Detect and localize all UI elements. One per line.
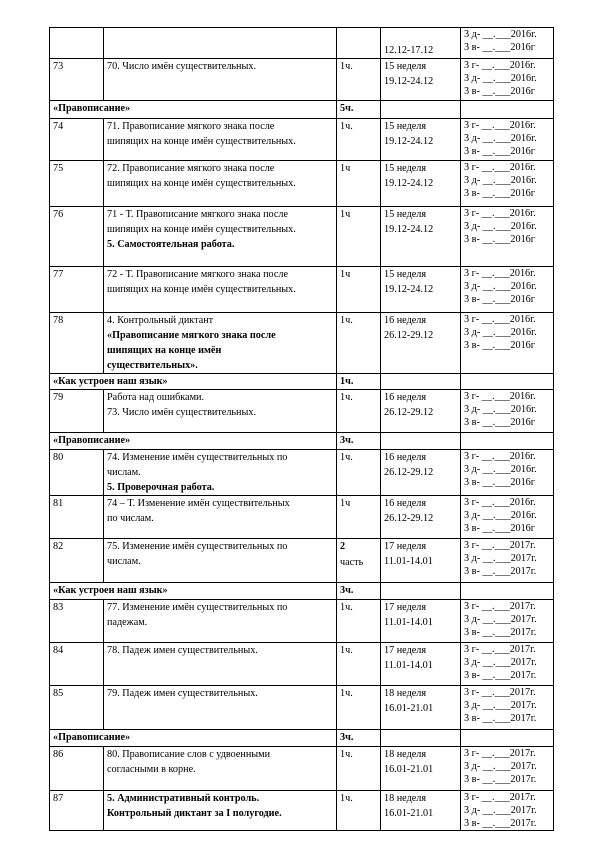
week-line: 26.12-29.12	[384, 407, 434, 418]
hours-value: 1ч.	[340, 749, 353, 760]
class-date-line: 3 д- __.___2016г.	[464, 327, 537, 338]
week-line: 15 неделя	[384, 163, 427, 174]
table-row	[50, 600, 554, 643]
lesson-hours	[337, 28, 381, 59]
lesson-hours	[337, 161, 381, 207]
lesson-hours	[337, 643, 381, 686]
lesson-number: 75	[50, 161, 104, 207]
class-date-line: 3 г- __.___2016г.	[464, 120, 536, 131]
class-dates	[461, 313, 554, 374]
week-line: 19.12-24.12	[384, 224, 434, 235]
class-dates	[461, 643, 554, 686]
class-dates	[461, 28, 554, 59]
class-date-line: 3 г- __.___2016г.	[464, 497, 536, 508]
topic-line: шипящих на конце имён	[107, 345, 222, 356]
table-row	[50, 161, 554, 207]
table-row	[50, 747, 554, 791]
class-date-line: 3 в- __.___2016г	[464, 188, 535, 199]
week-line: 12.12-17.12	[384, 45, 434, 56]
lesson-hours	[337, 496, 381, 539]
lesson-week	[381, 496, 461, 539]
class-date-line: 3 г- __.___2016г.	[464, 314, 536, 325]
lesson-hours	[337, 600, 381, 643]
class-date-line: 3 д- __.___2017г.	[464, 553, 537, 564]
empty-cell	[381, 730, 461, 747]
topic-line: числам.	[107, 556, 141, 567]
topic-line: 80. Правописание слов с удвоенными	[107, 749, 271, 760]
section-title: «Правописание»	[50, 730, 337, 747]
section-row	[50, 730, 554, 747]
lesson-hours	[337, 450, 381, 496]
lesson-week	[381, 390, 461, 433]
table-row	[50, 643, 554, 686]
hours-value: 1ч.	[340, 121, 353, 132]
empty-cell	[461, 101, 554, 119]
class-date-line: 3 в- __.___2017г.	[464, 566, 537, 577]
class-date-line: 3 г- __.___2016г.	[464, 60, 536, 71]
topic-line: 4. Контрольный диктант	[107, 315, 214, 326]
class-dates	[461, 686, 554, 730]
hours-value: 1ч	[340, 163, 351, 174]
lesson-number: 74	[50, 119, 104, 161]
class-date-line: 3 г- __.___2016г.	[464, 391, 536, 402]
class-dates	[461, 496, 554, 539]
topic-line: по числам.	[107, 513, 154, 524]
lesson-week	[381, 747, 461, 791]
lesson-week	[381, 119, 461, 161]
lesson-number: 84	[50, 643, 104, 686]
hours-value: 1ч.	[340, 602, 353, 613]
topic-line: «Правописание мягкого знака после	[107, 330, 276, 341]
hours-note: часть	[340, 557, 364, 568]
class-date-line: 3 г- __.___2016г.	[464, 208, 536, 219]
hours-value: 1ч.	[340, 315, 353, 326]
hours-value: 2	[340, 541, 346, 552]
hours-value: 1ч	[340, 269, 351, 280]
class-date-line: 3 д- __.___2017г.	[464, 614, 537, 625]
lesson-topic	[104, 59, 337, 101]
topic-line: 5. Проверочная работа.	[107, 482, 215, 493]
section-hours: 3ч.	[337, 583, 381, 600]
section-title: «Как устроен наш язык»	[50, 583, 337, 600]
hours-value: 1ч	[340, 209, 351, 220]
topic-line: 72. Правописание мягкого знака после	[107, 163, 275, 174]
class-date-line: 3 д- __.___2016г.	[464, 175, 537, 186]
week-line	[384, 28, 457, 43]
class-date-line: 3 д- __.___2016г.	[464, 133, 537, 144]
lesson-hours	[337, 313, 381, 374]
week-line: 15 неделя	[384, 121, 427, 132]
class-date-line: 3 в- __.___2016г	[464, 234, 535, 245]
class-dates	[461, 390, 554, 433]
week-line: 16 неделя	[384, 392, 427, 403]
topic-line: числам.	[107, 467, 141, 478]
class-date-line: 3 д- __.___2017г.	[464, 761, 537, 772]
topic-line: шипящих на конце имён существительных.	[107, 284, 296, 295]
empty-cell	[461, 433, 554, 450]
topic-line: Контрольный диктант за I полугодие.	[107, 808, 282, 819]
lesson-week	[381, 59, 461, 101]
topic-line: 74. Изменение имён существительных по	[107, 452, 288, 463]
lesson-week	[381, 28, 461, 59]
lesson-topic	[104, 28, 337, 59]
lesson-number: 77	[50, 267, 104, 313]
topic-line: 73. Число имён существительных.	[107, 407, 256, 418]
empty-cell	[461, 583, 554, 600]
week-line: 26.12-29.12	[384, 513, 434, 524]
lesson-week	[381, 643, 461, 686]
week-line: 26.12-29.12	[384, 330, 434, 341]
lesson-hours	[337, 686, 381, 730]
week-line: 16 неделя	[384, 498, 427, 509]
lesson-number	[50, 28, 104, 59]
week-line: 19.12-24.12	[384, 76, 434, 87]
lesson-plan-table	[49, 27, 554, 831]
lesson-topic	[104, 313, 337, 374]
topic-line: 71 - Т. Правописание мягкого знака после	[107, 209, 289, 220]
topic-line: шипящих на конце имён существительных.	[107, 224, 296, 235]
section-hours: 3ч.	[337, 730, 381, 747]
lesson-number: 81	[50, 496, 104, 539]
table-row	[50, 686, 554, 730]
hours-value: 1ч.	[340, 392, 353, 403]
empty-cell	[381, 583, 461, 600]
topic-line: падежам.	[107, 617, 148, 628]
lesson-topic	[104, 643, 337, 686]
class-date-line: 3 в- __.___2017г.	[464, 627, 537, 638]
table-row	[50, 28, 554, 59]
class-dates	[461, 791, 554, 831]
topic-line: существительных».	[107, 360, 198, 371]
class-dates	[461, 539, 554, 583]
topic-line: Работа над ошибками.	[107, 392, 205, 403]
class-date-line: 3 в- __.___2017г.	[464, 774, 537, 785]
section-hours: 5ч.	[337, 101, 381, 119]
lesson-topic	[104, 791, 337, 831]
class-date-line: 3 г- __.___2017г.	[464, 540, 536, 551]
class-dates	[461, 600, 554, 643]
class-date-line: 3 в- __.___2016г	[464, 42, 535, 53]
lesson-topic	[104, 161, 337, 207]
lesson-plan-body	[50, 28, 554, 831]
class-date-line: 3 в- __.___2017г.	[464, 713, 537, 724]
lesson-hours	[337, 747, 381, 791]
class-date-line: 3 в- __.___2016г	[464, 523, 535, 534]
lesson-number: 83	[50, 600, 104, 643]
section-title: «Правописание»	[50, 433, 337, 450]
lesson-week	[381, 600, 461, 643]
topic-line: 72 - Т. Правописание мягкого знака после	[107, 269, 289, 280]
topic-line: 74 – Т. Изменение имён существительных	[107, 498, 290, 509]
week-line: 15 неделя	[384, 269, 427, 280]
class-date-line: 3 г- __.___2017г.	[464, 792, 536, 803]
lesson-number: 73	[50, 59, 104, 101]
lesson-number: 87	[50, 791, 104, 831]
hours-value: 1ч.	[340, 688, 353, 699]
lesson-hours	[337, 791, 381, 831]
hours-value: 1ч	[340, 498, 351, 509]
class-date-line: 3 д- __.___2016г.	[464, 281, 537, 292]
hours-value: 1ч.	[340, 452, 353, 463]
class-date-line: 3 в- __.___2016г	[464, 294, 535, 305]
table-row	[50, 207, 554, 267]
lesson-week	[381, 313, 461, 374]
topic-line: согласными в корне.	[107, 764, 196, 775]
section-hours: 1ч.	[337, 374, 381, 390]
week-line: 18 неделя	[384, 688, 427, 699]
lesson-topic	[104, 747, 337, 791]
week-line: 17 неделя	[384, 645, 427, 656]
class-dates	[461, 119, 554, 161]
table-row	[50, 119, 554, 161]
empty-cell	[461, 374, 554, 390]
week-line: 16.01-21.01	[384, 808, 434, 819]
table-row	[50, 791, 554, 831]
week-line: 15 неделя	[384, 61, 427, 72]
lesson-number: 80	[50, 450, 104, 496]
lesson-topic	[104, 600, 337, 643]
class-date-line: 3 д- __.___2016г.	[464, 29, 537, 40]
topic-line: шипящих на конце имён существительных.	[107, 178, 296, 189]
class-dates	[461, 450, 554, 496]
class-date-line: 3 г- __.___2017г.	[464, 748, 536, 759]
lesson-number: 79	[50, 390, 104, 433]
table-row	[50, 450, 554, 496]
class-date-line: 3 в- __.___2017г.	[464, 818, 537, 829]
topic-line: шипящих на конце имён существительных.	[107, 136, 296, 147]
hours-value: 1ч.	[340, 645, 353, 656]
week-line: 18 неделя	[384, 749, 427, 760]
topic-line: 75. Изменение имён существительных по	[107, 541, 288, 552]
section-title: «Правописание»	[50, 101, 337, 119]
class-date-line: 3 д- __.___2016г.	[464, 221, 537, 232]
class-date-line: 3 г- __.___2017г.	[464, 601, 536, 612]
class-date-line: 3 д- __.___2017г.	[464, 657, 537, 668]
table-row	[50, 313, 554, 374]
table-row	[50, 59, 554, 101]
class-dates	[461, 747, 554, 791]
topic-line: 70. Число имён существительных.	[107, 61, 256, 72]
week-line: 15 неделя	[384, 209, 427, 220]
lesson-hours	[337, 390, 381, 433]
week-line: 11.01-14.01	[384, 556, 433, 567]
topic-line: 78. Падеж имен существительных.	[107, 645, 258, 656]
topic-line: 5. Самостоятельная работа.	[107, 239, 235, 250]
class-date-line: 3 д- __.___2017г.	[464, 700, 537, 711]
week-line: 26.12-29.12	[384, 467, 434, 478]
lesson-hours	[337, 119, 381, 161]
week-line: 16 неделя	[384, 452, 427, 463]
week-line: 11.01-14.01	[384, 660, 433, 671]
class-dates	[461, 207, 554, 267]
class-date-line: 3 г- __.___2016г.	[464, 268, 536, 279]
lesson-topic	[104, 267, 337, 313]
lesson-topic	[104, 390, 337, 433]
class-date-line: 3 в- __.___2016г	[464, 340, 535, 351]
table-row	[50, 496, 554, 539]
section-row	[50, 101, 554, 119]
section-title: «Как устроен наш язык»	[50, 374, 337, 390]
empty-cell	[381, 101, 461, 119]
week-line: 17 неделя	[384, 541, 427, 552]
week-line: 16 неделя	[384, 315, 427, 326]
lesson-hours	[337, 539, 381, 583]
lesson-week	[381, 207, 461, 267]
lesson-topic	[104, 686, 337, 730]
class-date-line: 3 в- __.___2016г	[464, 477, 535, 488]
week-line: 16.01-21.01	[384, 703, 434, 714]
lesson-topic	[104, 496, 337, 539]
lesson-number: 85	[50, 686, 104, 730]
class-dates	[461, 161, 554, 207]
class-date-line: 3 д- __.___2016г.	[464, 510, 537, 521]
class-date-line: 3 в- __.___2016г	[464, 146, 535, 157]
lesson-hours	[337, 59, 381, 101]
lesson-week	[381, 267, 461, 313]
section-row	[50, 374, 554, 390]
section-row	[50, 433, 554, 450]
class-date-line: 3 в- __.___2016г	[464, 417, 535, 428]
week-line: 19.12-24.12	[384, 284, 434, 295]
topic-line: 71. Правописание мягкого знака после	[107, 121, 275, 132]
class-date-line: 3 г- __.___2016г.	[464, 451, 536, 462]
section-row	[50, 583, 554, 600]
week-line: 19.12-24.12	[384, 136, 434, 147]
lesson-week	[381, 161, 461, 207]
week-line: 16.01-21.01	[384, 764, 434, 775]
lesson-number: 76	[50, 207, 104, 267]
lesson-week	[381, 686, 461, 730]
lesson-topic	[104, 119, 337, 161]
week-line: 17 неделя	[384, 602, 427, 613]
class-date-line: 3 г- __.___2017г.	[464, 687, 536, 698]
week-line: 11.01-14.01	[384, 617, 433, 628]
hours-value	[340, 28, 377, 43]
class-date-line: 3 д- __.___2016г.	[464, 73, 537, 84]
lesson-topic	[104, 207, 337, 267]
class-dates	[461, 267, 554, 313]
empty-cell	[461, 730, 554, 747]
topic-line: 5. Административный контроль.	[107, 793, 260, 804]
class-dates	[461, 59, 554, 101]
lesson-week	[381, 539, 461, 583]
topic-line: 77. Изменение имён существительных по	[107, 602, 288, 613]
class-date-line: 3 д- __.___2017г.	[464, 805, 537, 816]
hours-value: 1ч.	[340, 61, 353, 72]
table-row	[50, 539, 554, 583]
class-date-line: 3 г- __.___2017г.	[464, 644, 536, 655]
lesson-week	[381, 791, 461, 831]
section-hours: 3ч.	[337, 433, 381, 450]
empty-cell	[381, 374, 461, 390]
lesson-number: 78	[50, 313, 104, 374]
lesson-week	[381, 450, 461, 496]
lesson-hours	[337, 207, 381, 267]
week-line: 19.12-24.12	[384, 178, 434, 189]
lesson-topic	[104, 450, 337, 496]
hours-value: 1ч.	[340, 793, 353, 804]
class-date-line: 3 в- __.___2017г.	[464, 670, 537, 681]
topic-line: 79. Падеж имен существительных.	[107, 688, 258, 699]
lesson-number: 82	[50, 539, 104, 583]
table-row	[50, 390, 554, 433]
lesson-topic	[104, 539, 337, 583]
lesson-number: 86	[50, 747, 104, 791]
week-line: 18 неделя	[384, 793, 427, 804]
class-date-line: 3 д- __.___2016г.	[464, 404, 537, 415]
empty-cell	[381, 433, 461, 450]
class-date-line: 3 г- __.___2016г.	[464, 162, 536, 173]
class-date-line: 3 в- __.___2016г	[464, 86, 535, 97]
table-row	[50, 267, 554, 313]
lesson-hours	[337, 267, 381, 313]
class-date-line: 3 д- __.___2016г.	[464, 464, 537, 475]
